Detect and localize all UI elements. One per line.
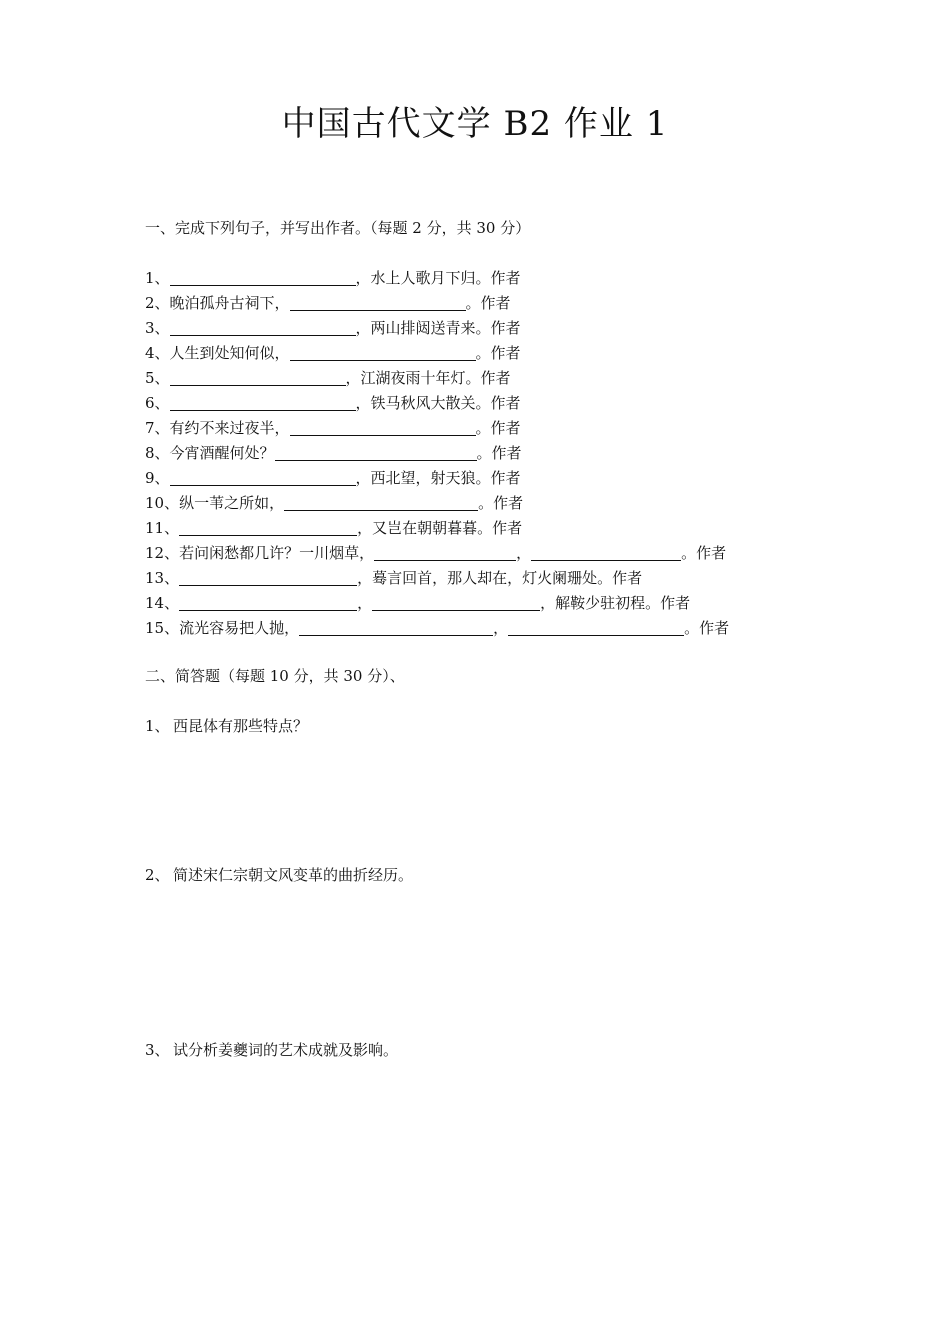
answer-blank[interactable]	[284, 492, 478, 511]
fill-in-question	[145, 441, 845, 466]
question-text: 西昆体有那些特点？	[173, 717, 309, 735]
fill-in-question-list	[145, 266, 845, 641]
short-answer-question	[145, 716, 308, 736]
fill-in-question	[145, 591, 845, 616]
fill-in-question	[145, 341, 845, 366]
question-text-segment: 2、晚泊孤舟古祠下，	[145, 294, 290, 312]
question-text-segment: 4、人生到处知何似，	[145, 344, 290, 362]
question-text-segment: ，	[516, 544, 532, 562]
question-text-segment: ，	[357, 594, 373, 612]
fill-in-question	[145, 491, 845, 516]
question-text-segment: ，铁马秋风大散关。作者	[355, 394, 521, 412]
question-number: 2、	[145, 866, 170, 884]
answer-blank[interactable]	[290, 292, 466, 311]
answer-blank[interactable]	[299, 617, 493, 636]
answer-blank[interactable]	[508, 617, 684, 636]
question-text-segment: ，又岂在朝朝暮暮。作者	[357, 519, 523, 537]
question-text-segment: 。作者	[475, 344, 521, 362]
question-text-segment: 。作者	[681, 544, 727, 562]
question-text-segment: 。作者	[475, 419, 521, 437]
question-text-segment: 7、有约不来过夜半，	[145, 419, 290, 437]
short-answer-question	[145, 1040, 398, 1060]
answer-blank[interactable]	[170, 392, 356, 411]
answer-blank[interactable]	[170, 267, 356, 286]
question-text-segment: 15、流光容易把人抛，	[145, 619, 300, 637]
answer-blank[interactable]	[290, 342, 476, 361]
question-text: 试分析姜夔词的艺术成就及影响。	[173, 1041, 399, 1059]
fill-in-question	[145, 616, 845, 641]
fill-in-question	[145, 566, 845, 591]
question-text-segment: ，蓦言回首，那人却在，灯火阑珊处。作者	[357, 569, 643, 587]
fill-in-question	[145, 516, 845, 541]
question-text-segment: 14、	[145, 594, 180, 612]
question-number: 1、	[145, 717, 170, 735]
section-1-heading: 一、完成下列句子，并写出作者。（每题 2 分，共 30 分）	[145, 219, 531, 237]
question-text-segment: 12、若问闲愁都几许？一川烟草，	[145, 544, 375, 562]
answer-blank[interactable]	[179, 517, 357, 536]
question-text-segment: 。作者	[684, 619, 730, 637]
question-text-segment: ，	[493, 619, 509, 637]
fill-in-question	[145, 466, 845, 491]
question-text-segment: 。作者	[478, 494, 524, 512]
question-text-segment: ，江湖夜雨十年灯。作者	[345, 369, 511, 387]
page-title: 中国古代文学 B2 作业 1	[281, 104, 669, 144]
fill-in-question	[145, 291, 845, 316]
answer-blank[interactable]	[179, 567, 357, 586]
question-text-segment: 13、	[145, 569, 180, 587]
short-answer-question	[145, 865, 413, 885]
answer-blank[interactable]	[531, 542, 681, 561]
question-text-segment: ，解鞍少驻初程。作者	[540, 594, 691, 612]
question-text-segment: ，两山排闼送青来。作者	[355, 319, 521, 337]
section-2-heading: 二、简答题（每题 10 分，共 30 分）、	[145, 667, 405, 685]
question-text-segment: ，西北望，射天狼。作者	[355, 469, 521, 487]
question-text-segment: 3、	[145, 319, 170, 337]
question-text: 简述宋仁宗朝文风变革的曲折经历。	[173, 866, 414, 884]
question-text-segment: 。作者	[465, 294, 511, 312]
question-text-segment: 6、	[145, 394, 170, 412]
fill-in-question	[145, 266, 845, 291]
answer-blank[interactable]	[275, 442, 477, 461]
question-text-segment: 10、纵一苇之所如，	[145, 494, 285, 512]
question-text-segment: 。作者	[476, 444, 522, 462]
answer-blank[interactable]	[290, 417, 476, 436]
fill-in-question	[145, 391, 845, 416]
fill-in-question	[145, 366, 845, 391]
question-text-segment: 9、	[145, 469, 170, 487]
fill-in-question	[145, 316, 845, 341]
answer-blank[interactable]	[170, 367, 346, 386]
answer-blank[interactable]	[374, 542, 516, 561]
question-text-segment: 8、今宵酒醒何处？	[145, 444, 275, 462]
answer-blank[interactable]	[372, 592, 540, 611]
question-text-segment: ，水上人歌月下归。作者	[355, 269, 521, 287]
fill-in-question	[145, 416, 845, 441]
question-text-segment: 5、	[145, 369, 170, 387]
question-text-segment: 1、	[145, 269, 170, 287]
question-number: 3、	[145, 1041, 170, 1059]
answer-blank[interactable]	[170, 467, 356, 486]
answer-blank[interactable]	[170, 317, 356, 336]
answer-blank[interactable]	[179, 592, 357, 611]
fill-in-question	[145, 541, 845, 566]
question-text-segment: 11、	[145, 519, 180, 537]
